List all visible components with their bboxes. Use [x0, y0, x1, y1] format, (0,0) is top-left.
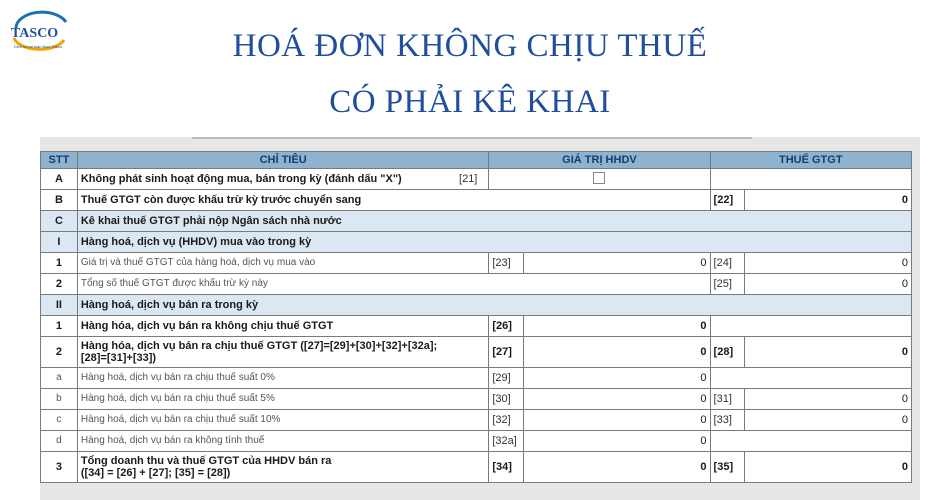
row-tag: [27] [489, 337, 524, 368]
row-value[interactable]: 0 [745, 190, 912, 211]
row-label: Hàng hoá, dịch vụ bán ra chịu thuế suất 10% [77, 410, 489, 431]
row-label: Giá trị và thuế GTGT của hàng hoá, dịch vụ mua vào [77, 253, 489, 274]
table-row [41, 368, 912, 389]
row-value[interactable]: 0 [745, 389, 912, 410]
row-checkbox-cell [489, 169, 710, 190]
row-label-text: Không phát sinh hoạt động mua, bán trong kỳ (đánh dấu "X") [80, 173, 402, 185]
row-tag: [21] [459, 173, 478, 185]
row-tag: [22] [710, 190, 745, 211]
svg-text:TASCO: TASCO [11, 26, 59, 41]
table-row [41, 410, 912, 431]
row-stt: 3 [41, 452, 78, 483]
table-row [41, 274, 912, 295]
section-row [41, 232, 912, 253]
row-tag: [25] [710, 274, 745, 295]
row-value[interactable]: 0 [524, 368, 710, 389]
row-label: Thuế GTGT còn được khấu trừ kỳ trước chuyển sang [77, 190, 710, 211]
row-label [77, 452, 489, 483]
row-value[interactable]: 0 [745, 337, 912, 368]
row-empty [710, 431, 911, 452]
row-stt: d [41, 431, 78, 452]
title-line-2: CÓ PHẢI KÊ KHAI [329, 84, 611, 120]
row-stt: a [41, 368, 78, 389]
table-header-row [41, 152, 912, 169]
row-label-line-1: Hàng hóa, dịch vụ bán ra chịu thuế GTGT ([27]=[29]+[30]+[32]+[32a]; [80, 340, 438, 352]
row-tag: [33] [710, 410, 745, 431]
row-label [77, 169, 489, 190]
row-label-line-1: Tổng doanh thu và thuế GTGT của HHDV bán ra [80, 455, 332, 467]
row-value[interactable]: 0 [524, 410, 710, 431]
row-value[interactable]: 0 [524, 253, 710, 274]
divider [192, 137, 752, 139]
row-tag: [24] [710, 253, 745, 274]
row-stt: c [41, 410, 78, 431]
row-tag: [34] [489, 452, 524, 483]
table-row [41, 316, 912, 337]
row-tag: [30] [489, 389, 524, 410]
row-value[interactable]: 0 [524, 452, 710, 483]
row-label: Hàng hoá, dịch vụ (HHDV) mua vào trong kỳ [77, 232, 911, 253]
row-stt: A [41, 169, 78, 190]
header-thue: THUẾ GTGT [710, 152, 911, 169]
row-value[interactable]: 0 [524, 389, 710, 410]
row-tag: [23] [489, 253, 524, 274]
header-gia-tri: GIÁ TRỊ HHDV [489, 152, 710, 169]
row-tag: [31] [710, 389, 745, 410]
table-row [41, 431, 912, 452]
row-tag: [35] [710, 452, 745, 483]
table-row [41, 337, 912, 368]
row-tag: [28] [710, 337, 745, 368]
row-stt: II [41, 295, 78, 316]
header-stt: STT [41, 152, 78, 169]
table-row [41, 169, 912, 190]
row-value[interactable]: 0 [745, 452, 912, 483]
table-row [41, 253, 912, 274]
row-stt: 1 [41, 253, 78, 274]
row-value[interactable]: 0 [745, 410, 912, 431]
row-empty [710, 169, 911, 190]
row-label: Hàng hoá, dịch vụ bán ra trong kỳ [77, 295, 911, 316]
row-label: Hàng hoá, dịch vụ bán ra chịu thuế suất 5% [77, 389, 489, 410]
row-value[interactable]: 0 [745, 253, 912, 274]
row-tag: [32a] [489, 431, 524, 452]
row-value[interactable]: 0 [745, 274, 912, 295]
row-label: Hàng hoá, dịch vụ bán ra chịu thuế suất 0% [77, 368, 489, 389]
table-row [41, 190, 912, 211]
row-stt: C [41, 211, 78, 232]
vat-declaration-table [40, 151, 912, 483]
row-label: Hàng hoá, dịch vụ bán ra không tính thuế [77, 431, 489, 452]
row-stt: 2 [41, 274, 78, 295]
row-label: Tổng số thuế GTGT được khấu trừ kỳ này [77, 274, 710, 295]
tax-form-screenshot [40, 137, 920, 500]
svg-text:Dịch vụ kế toán thuế Tasco: Dịch vụ kế toán thuế Tasco [14, 44, 62, 49]
row-value[interactable]: 0 [524, 431, 710, 452]
row-stt: 2 [41, 337, 78, 368]
row-label [77, 337, 489, 368]
row-tag: [29] [489, 368, 524, 389]
table-row [41, 389, 912, 410]
no-activity-checkbox[interactable] [593, 172, 605, 184]
row-tag: [26] [489, 316, 524, 337]
row-label: Kê khai thuế GTGT phải nộp Ngân sách nhà nước [77, 211, 911, 232]
header-chi-tieu: CHỈ TIÊU [77, 152, 489, 169]
row-stt: B [41, 190, 78, 211]
row-stt: 1 [41, 316, 78, 337]
title-line-1: HOÁ ĐƠN KHÔNG CHỊU THUẾ [232, 28, 708, 64]
section-row [41, 211, 912, 232]
row-stt: I [41, 232, 78, 253]
row-stt: b [41, 389, 78, 410]
row-tag: [32] [489, 410, 524, 431]
section-row [41, 295, 912, 316]
row-label-line-2: [28]=[31]+[33]) [80, 352, 157, 364]
row-label-line-2: ([34] = [26] + [27]; [35] = [28]) [80, 467, 231, 479]
row-value[interactable]: 0 [524, 337, 710, 368]
row-label: Hàng hóa, dịch vụ bán ra không chịu thuế GTGT [77, 316, 489, 337]
row-empty [710, 316, 911, 337]
table-row [41, 452, 912, 483]
row-value[interactable]: 0 [524, 316, 710, 337]
row-empty [710, 368, 911, 389]
